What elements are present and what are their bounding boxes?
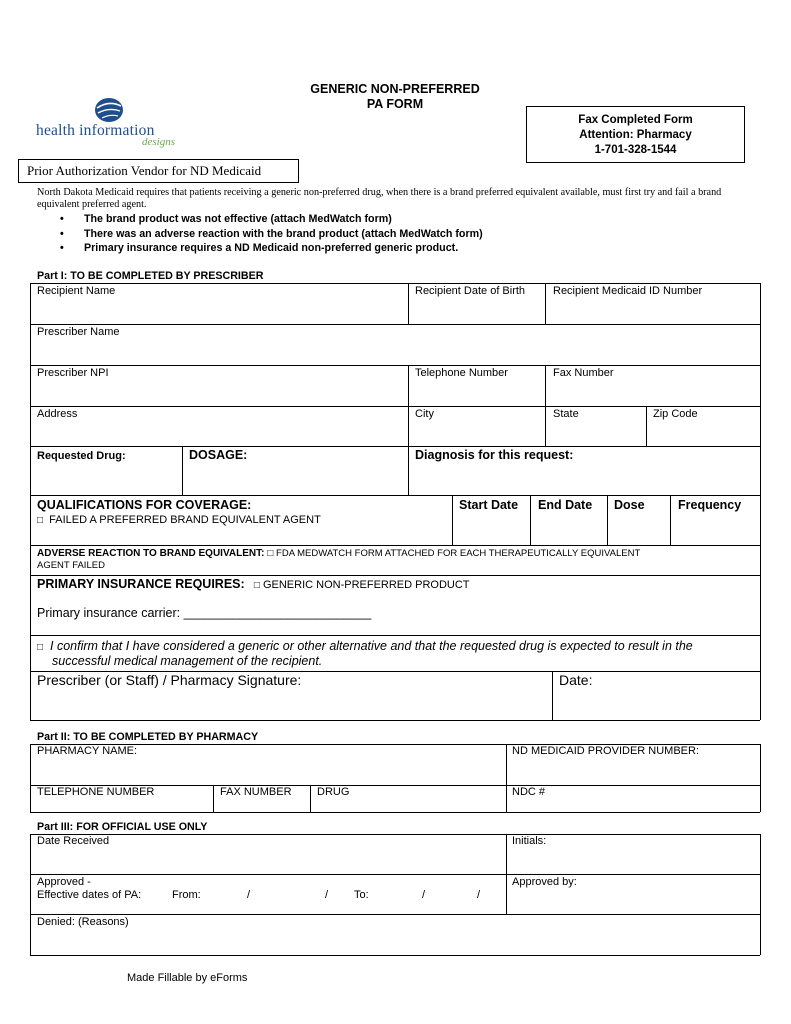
address-field[interactable] [31, 421, 407, 445]
recipient-name-field[interactable] [31, 298, 407, 323]
from-label: From: [172, 889, 201, 901]
pharmacy-telephone-field[interactable] [31, 799, 212, 811]
dosage-field[interactable] [183, 466, 407, 494]
failed-preferred-label: FAILED A PREFERRED BRAND EQUIVALENT AGENT [49, 514, 321, 526]
denied-label: Denied: (Reasons) [37, 916, 129, 928]
pharmacy-name-label: PHARMACY NAME: [37, 745, 138, 757]
start-date-header: Start Date [459, 498, 519, 512]
primary-carrier-label: Primary insurance carrier: ___________________________ [37, 606, 372, 620]
signature-date-label: Date: [559, 672, 593, 688]
dosage-label: DOSAGE: [189, 448, 248, 462]
failed-preferred-option[interactable] [37, 514, 321, 526]
telephone-label: Telephone Number [415, 367, 508, 379]
to-label: To: [354, 889, 369, 901]
prescriber-npi-field[interactable] [31, 380, 407, 405]
form-title-line2: PA FORM [366, 97, 424, 111]
recipient-name-label: Recipient Name [37, 285, 116, 297]
zip-label: Zip Code [653, 408, 698, 420]
adverse-reaction-option: FDA MEDWATCH FORM ATTACHED FOR EACH THERAPEUTICALLY EQUIVALENT [276, 548, 641, 559]
signature-date-field[interactable] [553, 690, 759, 719]
primary-insurance-row [37, 577, 470, 591]
primary-insurance-label: PRIMARY INSURANCE REQUIRES: [37, 577, 245, 591]
drug-field[interactable] [311, 799, 505, 811]
confirm-statement [37, 639, 693, 653]
checkbox-icon[interactable]: □ [37, 515, 44, 526]
logo-subtext: designs [142, 136, 175, 148]
form-title-line1: GENERIC NON-PREFERRED [310, 82, 480, 96]
requirement-bullets [60, 212, 760, 256]
provider-number-label: ND MEDICAID PROVIDER NUMBER: [512, 745, 700, 757]
checkbox-icon[interactable]: □ [267, 548, 274, 559]
state-label: State [553, 408, 579, 420]
approved-by-label: Approved by: [512, 876, 577, 888]
telephone-field[interactable] [409, 380, 544, 405]
date-received-label: Date Received [37, 835, 110, 847]
part1-heading: Part I: TO BE COMPLETED BY PRESCRIBER [37, 270, 264, 282]
prescriber-name-label: Prescriber Name [37, 326, 120, 338]
date-slash: / [325, 889, 329, 901]
state-field[interactable] [546, 421, 645, 445]
signature-label: Prescriber (or Staff) / Pharmacy Signature: [37, 672, 302, 688]
globe-logo-icon [92, 96, 126, 124]
frequency-header: Frequency [678, 498, 742, 512]
adverse-reaction-label: ADVERSE REACTION TO BRAND EQUIVALENT: [37, 548, 265, 559]
part2-heading: Part II: TO BE COMPLETED BY PHARMACY [37, 731, 259, 743]
checkbox-icon[interactable]: □ [253, 580, 260, 591]
pharmacy-fax-label: FAX NUMBER [220, 786, 292, 798]
fax-instructions-box [526, 106, 745, 163]
recipient-medicaid-id-label: Recipient Medicaid ID Number [553, 285, 703, 297]
confirm-line2: successful medical management of the recipient. [52, 654, 323, 668]
provider-number-field[interactable] [507, 759, 759, 784]
city-label: City [415, 408, 434, 420]
bullet-item: • The brand product was not effective (attach MedWatch form) [60, 212, 760, 227]
qualifications-label: QUALIFICATIONS FOR COVERAGE: [37, 498, 252, 512]
vendor-box: Prior Authorization Vendor for ND Medicaid [18, 159, 299, 183]
city-field[interactable] [409, 421, 544, 445]
ndc-label: NDC # [512, 786, 546, 798]
zip-field[interactable] [647, 421, 759, 445]
prescriber-name-field[interactable] [31, 339, 759, 364]
diagnosis-label: Diagnosis for this request: [415, 448, 574, 462]
primary-insurance-option: GENERIC NON-PREFERRED PRODUCT [262, 579, 470, 591]
approved-label: Approved - [37, 876, 91, 888]
checkbox-icon[interactable]: □ [37, 642, 44, 653]
footer-text: Made Fillable by eForms [127, 972, 248, 984]
bullet-item: • Primary insurance requires a ND Medicaid non-preferred generic product. [60, 241, 760, 256]
date-slash: / [247, 889, 251, 901]
date-slash: / [477, 889, 481, 901]
fax-label: Fax Number [553, 367, 614, 379]
drug-label: DRUG [317, 786, 350, 798]
diagnosis-field[interactable] [409, 466, 759, 494]
logo-text: health information [36, 122, 155, 139]
requested-drug-label: Requested Drug: [37, 450, 126, 462]
fax-number: 1-701-328-1544 [594, 144, 677, 156]
pharmacy-name-field[interactable] [31, 759, 505, 784]
pharmacy-telephone-label: TELEPHONE NUMBER [37, 786, 155, 798]
initials-label: Initials: [512, 835, 547, 847]
end-date-header: End Date [538, 498, 593, 512]
bullet-item: • There was an adverse reaction with the brand product (attach MedWatch form) [60, 227, 760, 242]
effective-dates-label: Effective dates of PA: [37, 889, 142, 901]
primary-carrier-field[interactable] [190, 604, 385, 620]
recipient-dob-field[interactable] [409, 298, 544, 323]
date-slash: / [422, 889, 426, 901]
requested-drug-field[interactable] [31, 466, 181, 494]
signature-field[interactable] [31, 690, 551, 719]
recipient-medicaid-id-field[interactable] [546, 298, 759, 323]
fax-line1: Fax Completed Form [578, 114, 693, 126]
address-label: Address [37, 408, 78, 420]
ndc-field[interactable] [507, 799, 759, 811]
intro-text: North Dakota Medicaid requires that patients receiving a generic non-preferred drug, when there is a brand preferred equivalent available, must first try and fail a brand equivalent preferred agent. [37, 187, 722, 210]
confirm-line1: I confirm that I have considered a generic or other alternative and that the requested drug is expected to result in the [50, 639, 693, 653]
recipient-dob-label: Recipient Date of Birth [415, 285, 526, 297]
pharmacy-fax-field[interactable] [214, 799, 309, 811]
dose-header: Dose [614, 498, 645, 512]
adverse-reaction-option-cont: AGENT FAILED [37, 560, 105, 571]
health-information-designs-logo [36, 96, 186, 150]
form-title [240, 82, 550, 112]
prescriber-npi-label: Prescriber NPI [37, 367, 109, 379]
fax-field[interactable] [546, 380, 759, 405]
adverse-reaction-row [37, 548, 640, 559]
fax-line2: Attention: Pharmacy [579, 129, 692, 141]
part3-heading: Part III: FOR OFFICIAL USE ONLY [37, 821, 208, 833]
